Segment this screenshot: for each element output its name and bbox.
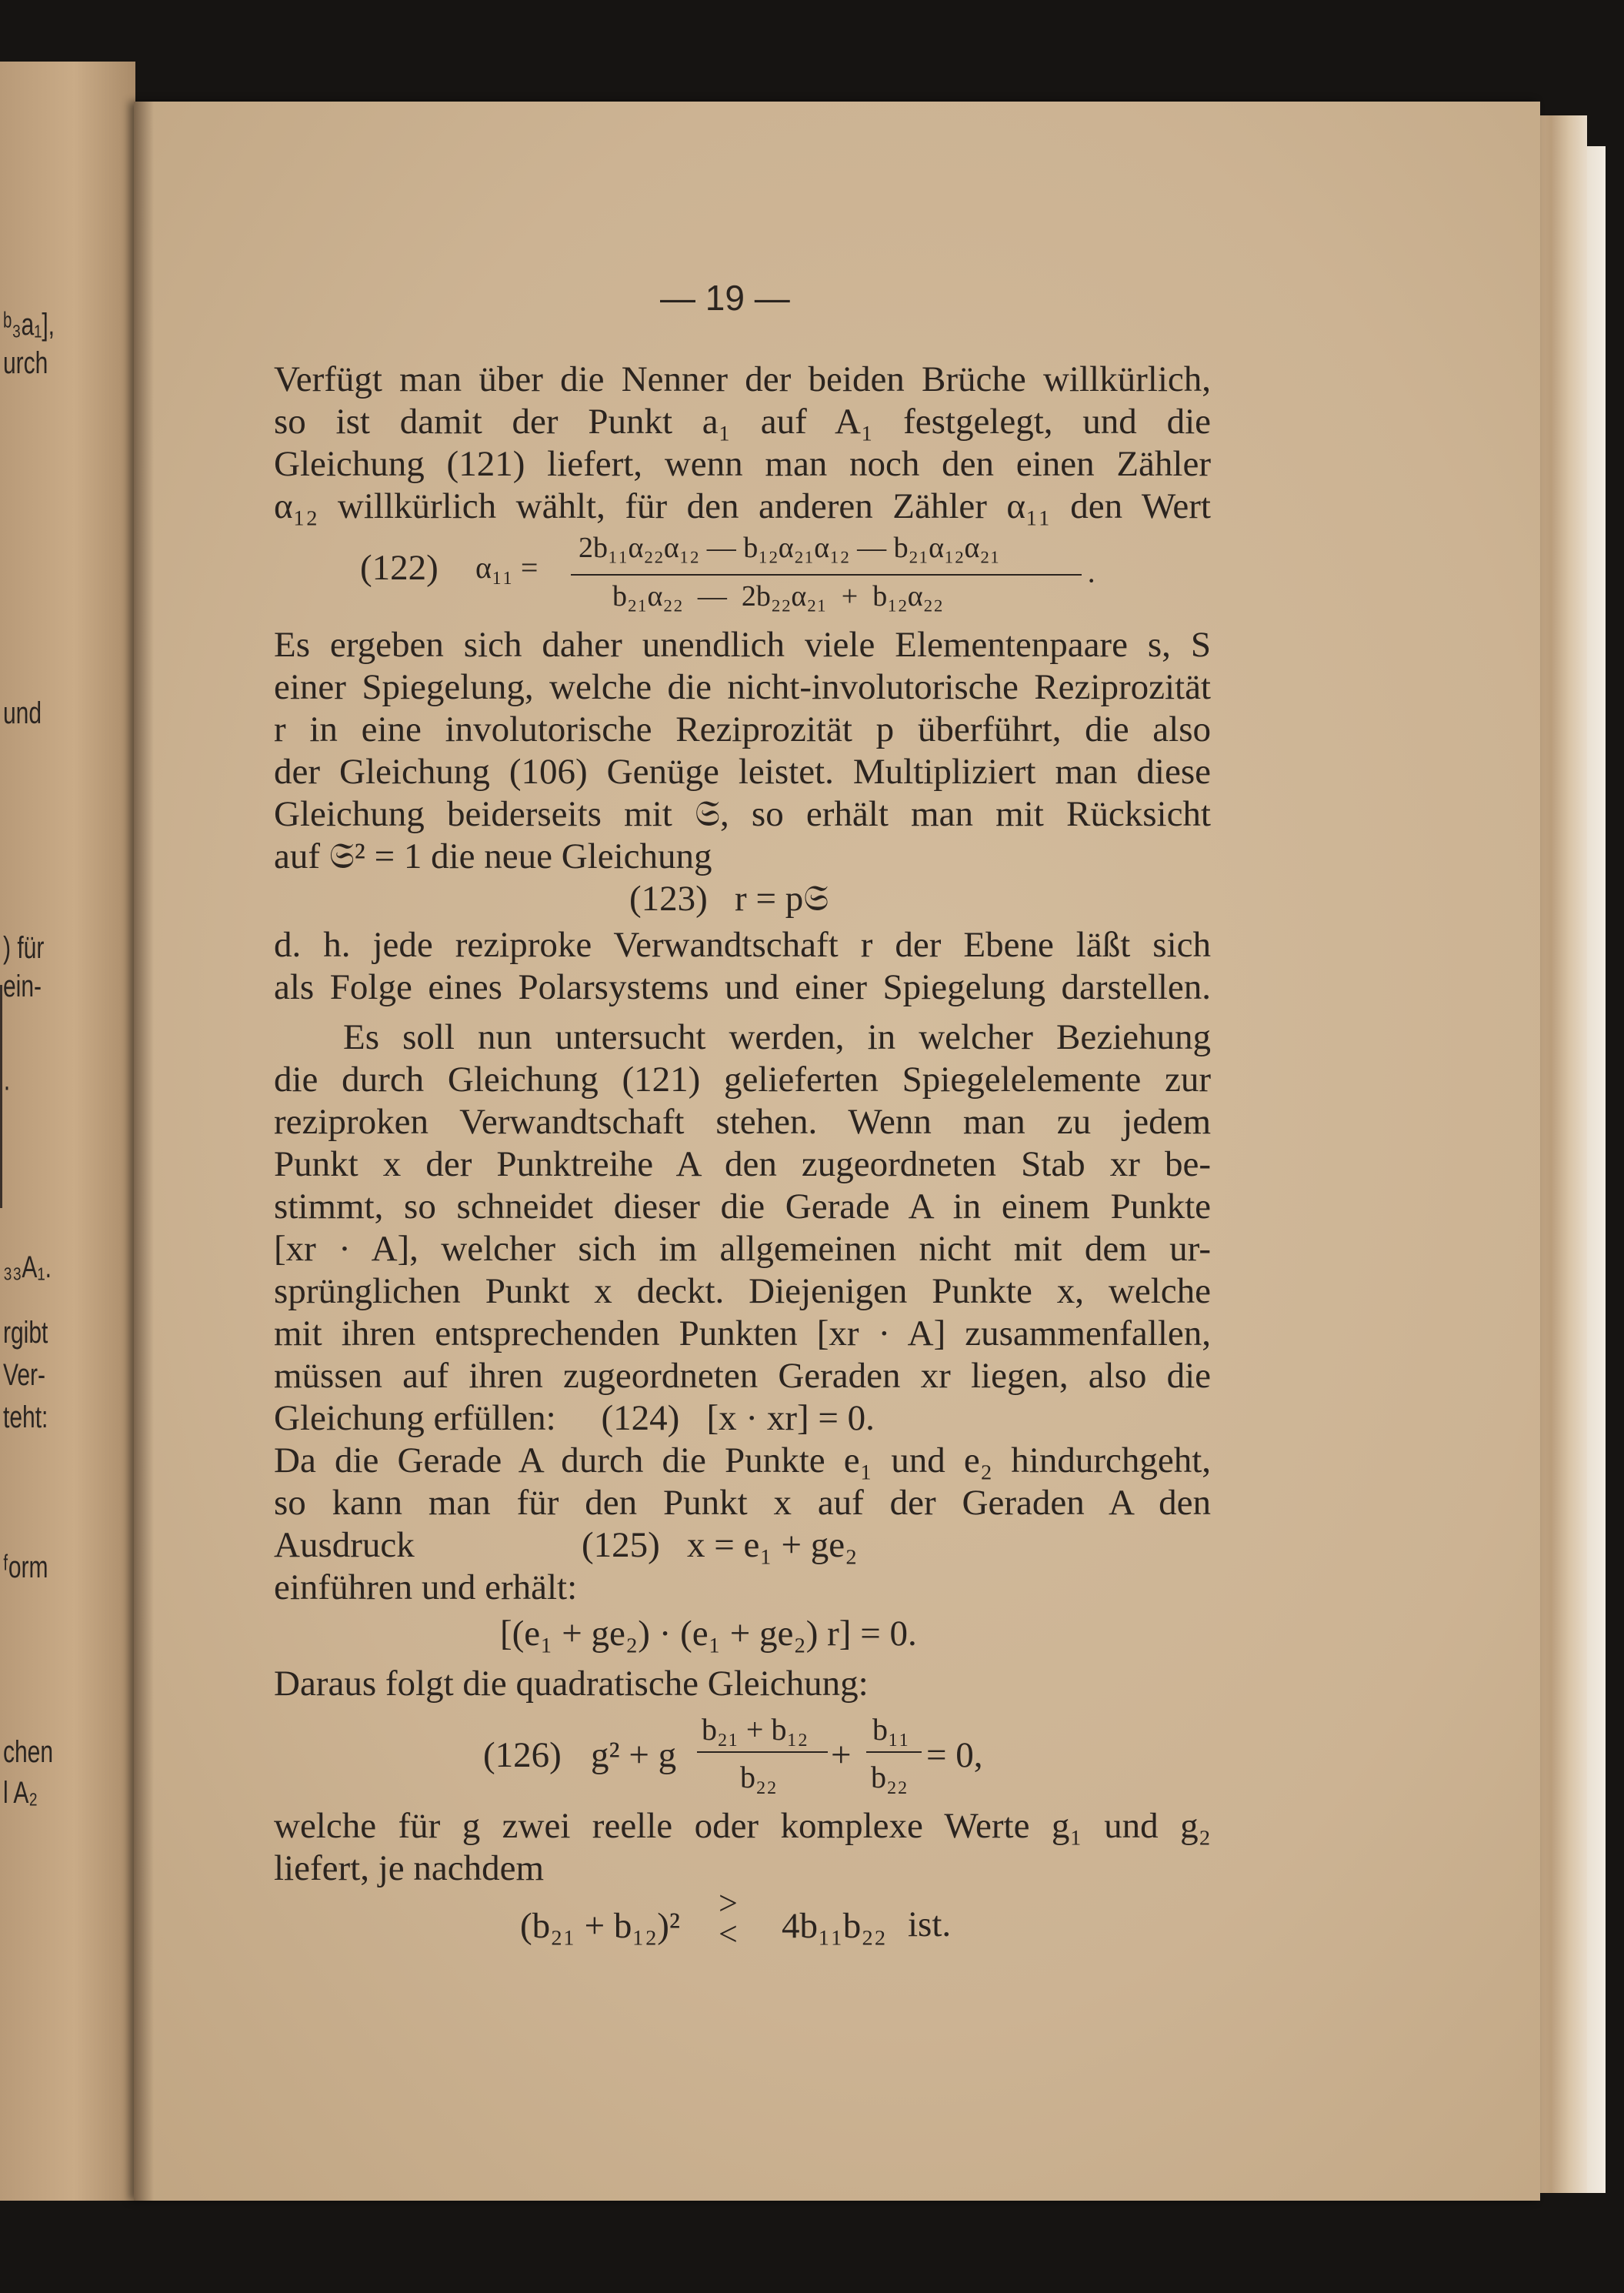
left-fragment: urch [3, 346, 48, 380]
left-fragment: Ver- [3, 1358, 46, 1392]
text-line: als Folge eines Polarsystems und einer Spiegelung darstellen. [274, 967, 1211, 1007]
equation-lhs: α₁₁ = [475, 550, 539, 585]
text-line: mit ihren entsprechenden Punkten [xr · A] zusammenfallen, [274, 1313, 1211, 1353]
text-line: r in eine involutorische Reziprozität p überführt, die also [274, 709, 1211, 749]
text-line: Punkt x der Punktreihe A den zugeordneten Stab xr be- [274, 1144, 1211, 1184]
text-line: auf 𝔖² = 1 die neue Gleichung [274, 836, 712, 876]
fraction-denominator: b₂₁α₂₂ — 2b₂₂α₂₁ + b₁₂α₂₂ [612, 580, 944, 612]
left-fragment: rgibt [3, 1316, 48, 1350]
left-fragment: und [3, 696, 42, 730]
equation-plus: + [831, 1735, 852, 1775]
page-number: — 19 — [660, 278, 790, 318]
text-line-eq124: Gleichung erfüllen: (124) [x · xr] = 0. [274, 1398, 875, 1438]
left-fragment: ein- [3, 970, 42, 1003]
page-edges-light [1587, 146, 1606, 2193]
relation-greater: > [719, 1884, 738, 1922]
text-line: welche für g zwei reelle oder komplexe Werte g₁ und g₂ [274, 1806, 1211, 1846]
equation-123: (123) r = p𝔖 [629, 879, 829, 919]
text-line: Daraus folgt die quadratische Gleichung: [274, 1664, 869, 1704]
text-line: stimmt, so schneidet dieser die Gerade A in einem Punkte [274, 1187, 1211, 1227]
left-fragment: chen [3, 1735, 54, 1769]
previous-page [0, 62, 135, 2201]
left-fragment: ) für [3, 931, 45, 965]
left-fragment: l A₂ [3, 1776, 38, 1810]
left-fragment: ₃₃A₁. [3, 1250, 52, 1284]
text-line: müssen auf ihren zugeordneten Geraden xr liegen, also die [274, 1356, 1211, 1396]
fraction-bar [571, 574, 1082, 576]
text-line: Es soll nun untersucht werden, in welcher Beziehung [343, 1017, 1211, 1057]
fraction-numerator: b₂₁ + b₁₂ [702, 1712, 809, 1747]
text-line: die durch Gleichung (121) gelieferten Spiegelelemente zur [274, 1060, 1211, 1100]
equation-unnumbered: [(e₁ + ge₂) · (e₁ + ge₂) r] = 0. [500, 1614, 917, 1654]
fraction-numerator: b₁₁ [872, 1712, 909, 1747]
fraction-denominator: b₂₂ [871, 1760, 908, 1794]
text-line: sprünglichen Punkt x deckt. Diejenigen Punkte x, welche [274, 1271, 1211, 1311]
left-page-rule [0, 985, 2, 1208]
text-line: α₁₂ willkürlich wählt, für den anderen Zähler α₁₁ den Wert [274, 486, 1211, 526]
equation-label: (126) [483, 1735, 562, 1775]
equation-end: · [1086, 563, 1097, 598]
fraction-bar [697, 1751, 828, 1753]
page-gutter-shadow [134, 102, 154, 2201]
fraction-bar [866, 1751, 922, 1753]
text-line: einer Spiegelung, welche die nicht-involutorische Reziprozität [274, 667, 1211, 707]
fraction-denominator: b₂₂ [740, 1760, 777, 1794]
text-line: Ausdruck [274, 1525, 415, 1565]
text-line: [xr · A], welcher sich im allgemeinen nicht mit dem ur- [274, 1229, 1211, 1269]
text-line: Verfügt man über die Nenner der beiden Brüche willkürlich, [274, 359, 1211, 399]
equation-rhs: = 0, [926, 1735, 983, 1775]
fraction-numerator: 2b₁₁α₂₂α₁₂ — b₁₂α₂₁α₁₂ — b₂₁α₁₂α₂₁ [579, 532, 1000, 564]
text-line: Es ergeben sich daher unendlich viele Elementenpaare s, S [274, 625, 1211, 665]
relation-less: < [719, 1915, 738, 1953]
left-fragment: teht: [3, 1400, 48, 1434]
text-line: der Gleichung (106) Genüge leistet. Multipliziert man diese [274, 752, 1211, 792]
relation-end: ist. [908, 1904, 952, 1944]
relation-rhs: 4b₁₁b₂₂ [782, 1906, 887, 1946]
equation-label: (122) [360, 548, 439, 588]
left-fragment: · [3, 1070, 11, 1103]
text-line: Da die Gerade A durch die Punkte e₁ und e₂ hindurchgeht, [274, 1440, 1211, 1480]
equation-125: (125) x = e₁ + ge₂ [582, 1525, 858, 1565]
text-line: liefert, je nachdem [274, 1848, 545, 1888]
left-fragment: ᵇ₃a₁], [3, 308, 55, 342]
text-line: Gleichung beiderseits mit 𝔖, so erhält man mit Rücksicht [274, 794, 1211, 834]
text-line: d. h. jede reziproke Verwandtschaft r der Ebene läßt sich [274, 925, 1211, 965]
text-line: so kann man für den Punkt x auf der Geraden A den [274, 1483, 1211, 1523]
text-line: einführen und erhält: [274, 1567, 578, 1607]
text-line: reziproken Verwandtschaft stehen. Wenn man zu jedem [274, 1102, 1211, 1142]
relation-lhs: (b₂₁ + b₁₂)² [520, 1906, 680, 1946]
text-line: so ist damit der Punkt a₁ auf A₁ festgelegt, und die [274, 402, 1211, 442]
equation-lhs: g² + g [591, 1735, 677, 1775]
left-fragment: ᶠorm [3, 1550, 48, 1584]
text-line: Gleichung (121) liefert, wenn man noch den einen Zähler [274, 444, 1211, 484]
